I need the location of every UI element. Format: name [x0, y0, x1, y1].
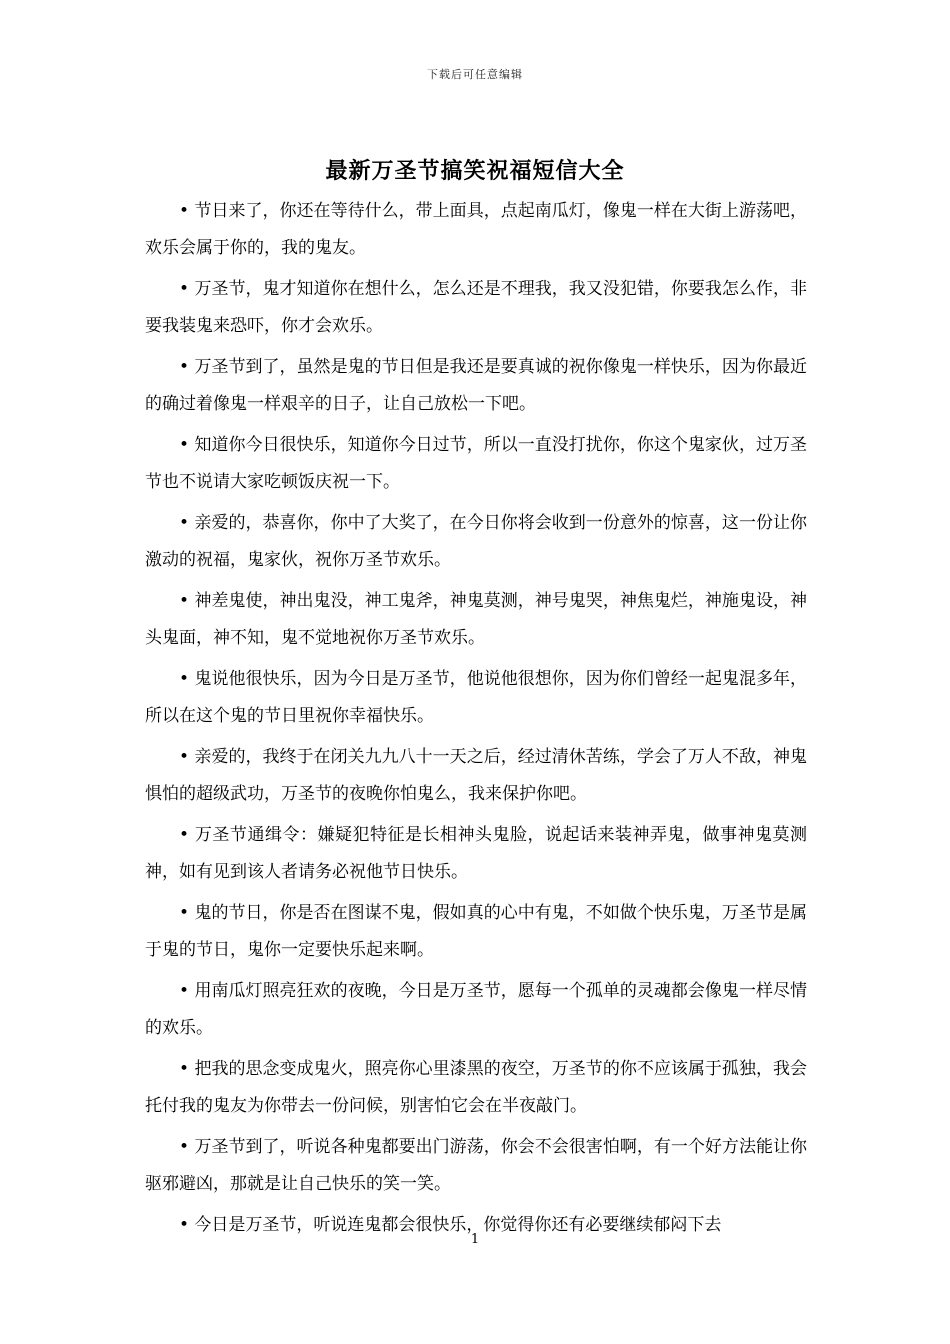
document-title: 最新万圣节搞笑祝福短信大全: [325, 158, 625, 184]
paragraph-11: • 用南瓜灯照亮狂欢的夜晚，今日是万圣节，愿每一个孤单的灵魂都会像鬼一样尽情的欢乐。: [145, 981, 807, 1038]
paragraph-7: • 鬼说他很快乐，因为今日是万圣节，他说他很想你，因为你们曾经一起鬼混多年，所以在这个鬼的节日里祝你幸福快乐。: [145, 669, 807, 726]
page-number: 1: [470, 1232, 480, 1247]
paragraph-5: • 亲爱的，恭喜你，你中了大奖了，在今日你将会收到一份意外的惊喜，这一份让你激动的祝福，鬼家伙，祝你万圣节欢乐。: [145, 513, 807, 570]
paragraph-4: • 知道你今日很快乐，知道你今日过节，所以一直没打扰你，你这个鬼家伙，过万圣节也不说请大家吃顿饭庆祝一下。: [145, 435, 807, 492]
paragraph-14: • 今日是万圣节，听说连鬼都会很快乐，你觉得你还有必要继续郁闷下去: [179, 1215, 722, 1235]
paragraph-12: • 把我的思念变成鬼火，照亮你心里漆黑的夜空，万圣节的你不应该属于孤独，我会托付我的鬼友为你带去一份问候，别害怕它会在半夜敲门。: [145, 1059, 807, 1116]
paragraph-3: • 万圣节到了，虽然是鬼的节日但是我还是要真诚的祝你像鬼一样快乐，因为你最近的确过着像鬼一样艰辛的日子，让自己放松一下吧。: [145, 357, 807, 414]
header-note: 下载后可任意编辑: [427, 68, 523, 81]
paragraph-2: • 万圣节，鬼才知道你在想什么，怎么还是不理我，我又没犯错，你要我怎么作，非要我装鬼来恐吓，你才会欢乐。: [145, 279, 807, 336]
paragraph-8: • 亲爱的，我终于在闭关九九八十一天之后，经过清休苦练，学会了万人不敌，神鬼惧怕的超级武功，万圣节的夜晚你怕鬼么，我来保护你吧。: [145, 747, 807, 804]
paragraph-6: • 神差鬼使，神出鬼没，神工鬼斧，神鬼莫测，神号鬼哭，神焦鬼烂，神施鬼设，神头鬼面，神不知，鬼不觉地祝你万圣节欢乐。: [145, 591, 807, 648]
paragraph-1: • 节日来了，你还在等待什么，带上面具，点起南瓜灯，像鬼一样在大街上游荡吧，欢乐会属于你的，我的鬼友。: [145, 201, 807, 258]
document-body: [145, 193, 807, 1248]
paragraph-10: • 鬼的节日，你是否在图谋不鬼，假如真的心中有鬼，不如做个快乐鬼，万圣节是属于鬼的节日，鬼你一定要快乐起来啊。: [145, 903, 807, 960]
paragraph-13: • 万圣节到了，听说各种鬼都要出门游荡，你会不会很害怕啊，有一个好方法能让你驱邪避凶，那就是让自己快乐的笑一笑。: [145, 1137, 807, 1194]
paragraph-9: • 万圣节通缉令：嫌疑犯特征是长相神头鬼脸，说起话来装神弄鬼，做事神鬼莫测神，如有见到该人者请务必祝他节日快乐。: [145, 825, 807, 882]
